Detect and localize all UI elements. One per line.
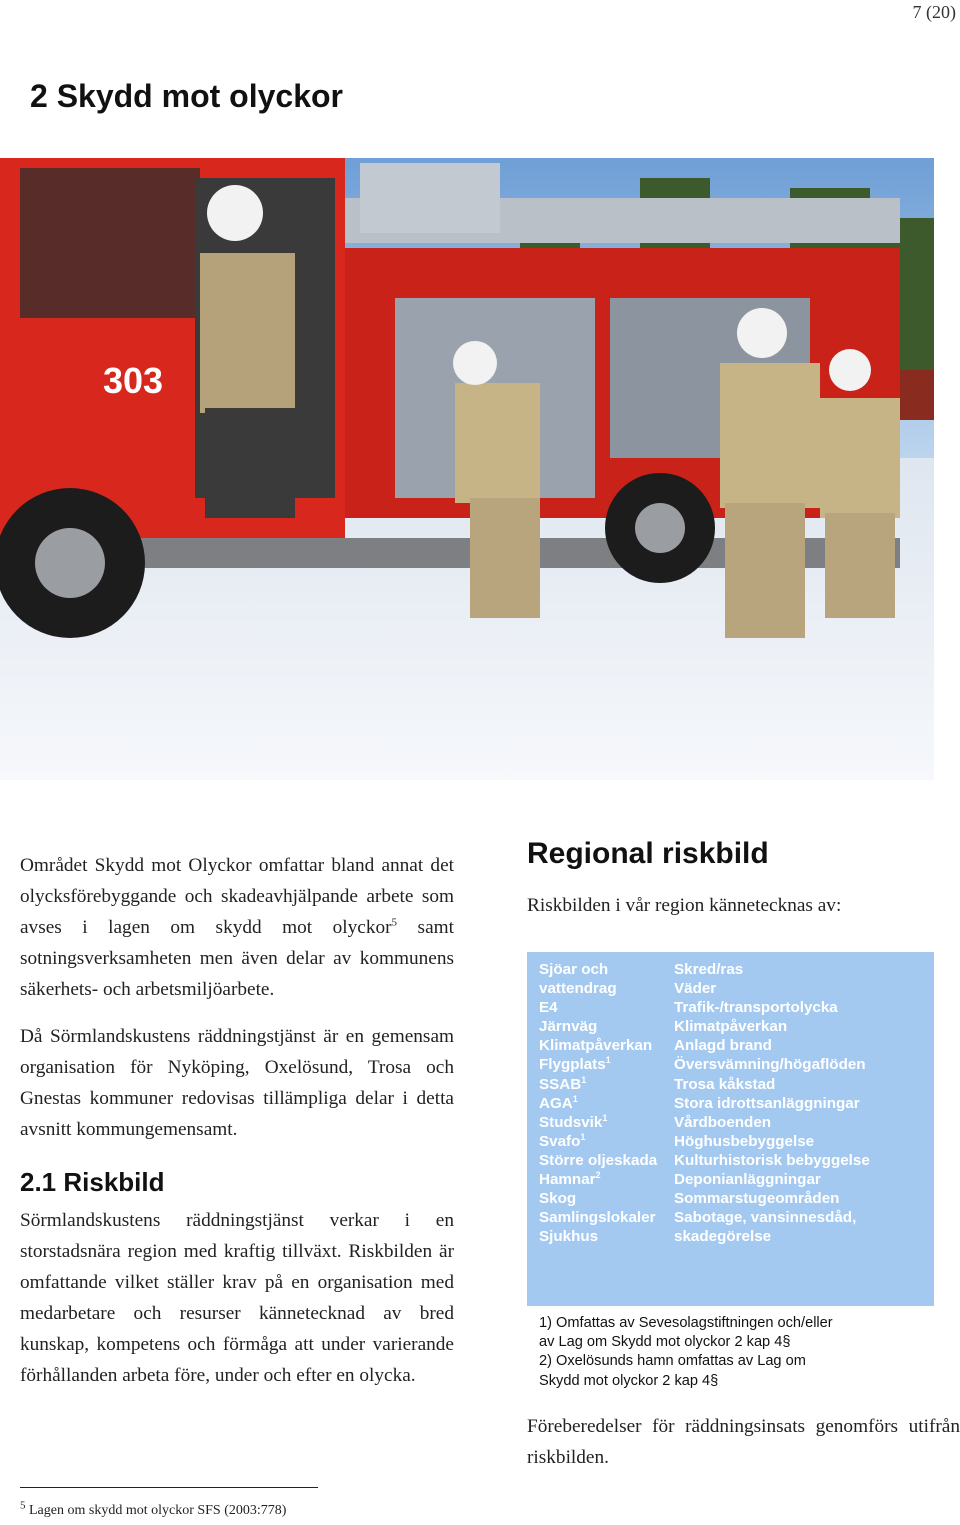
risk-item: Höghusbebyggelse — [674, 1132, 815, 1150]
risk-item: Deponianläggningar — [674, 1171, 821, 1189]
risk-item: Samlingslokaler — [539, 1209, 656, 1227]
truck-number: 303 — [103, 360, 164, 401]
risk-item: AGA$^1$ — [539, 1093, 578, 1112]
firefighters-photo — [0, 158, 934, 780]
risk-item: Sjukhus — [539, 1228, 599, 1246]
footnote-divider — [20, 1487, 318, 1488]
risk-item: vattendrag — [539, 980, 617, 998]
footnote: $^5$ Lagen om skydd mot olyckor SFS (2003:778) — [20, 1499, 287, 1518]
risk-item: Trosa kåkstad — [674, 1075, 776, 1093]
note-line: av Lag om Skydd mot olyckor 2 kap 4§ — [539, 1334, 791, 1351]
risk-item: Anlagd brand — [674, 1037, 772, 1055]
risk-item: Kulturhistorisk bebyggelse — [674, 1151, 870, 1169]
risk-item: Skred/ras — [674, 961, 744, 978]
risk-item: Översvämning/högaflöden — [674, 1056, 866, 1074]
risk-item: E4 — [539, 999, 558, 1017]
risk-item: Trafik-/transportolycka — [674, 999, 838, 1017]
risk-list-left — [539, 960, 657, 1246]
footnote-ref: 5 — [391, 916, 398, 929]
risk-item: Skog — [539, 1190, 577, 1208]
page-number: 7 (20) — [912, 2, 956, 22]
closing-paragraph: Föreberedelser för räddningsinsats genomförs utifrån riskbilden. — [527, 1416, 960, 1468]
risk-list-right — [674, 960, 870, 1246]
chapter-title: 2 Skydd mot olyckor — [30, 78, 343, 114]
risk-item: Stora idrottsanläggningar — [674, 1094, 860, 1112]
risk-item: Sabotage, vansinnesdåd, — [674, 1209, 857, 1227]
risk-box — [527, 952, 934, 1306]
risk-notes — [539, 1314, 919, 1391]
right-column — [527, 835, 960, 917]
intro-paragraph: Området Skydd mot Olyckor omfattar bland annat det olycksförebyggande och skadeavhjälpande arbete som avses i lagen om skydd mot olyckor$^5$ samt sotningsverksamheten men även delar av kommunens säkerhets- och arbetsmiljöarbete. — [20, 855, 454, 1000]
note-line: Skydd mot olyckor 2 kap 4§ — [539, 1372, 719, 1389]
riskbild-paragraph: Sörmlandskustens räddningstjänst verkar i en storstadsnära region med kraftig tillväxt. Riskbilden är omfattande vilket ställer krav på en organisation med medarbetare och resurser kännetecknad av bred kunskap, kompetens och förmåga att under varierande förhållanden arbeta före, under och efter en olycka. — [20, 1210, 454, 1386]
note-line: 2) Oxelösunds hamn omfattas av Lag om — [539, 1353, 806, 1370]
risk-item: Svafo$^1$ — [539, 1131, 586, 1150]
risk-item: Klimatpåverkan — [674, 1018, 788, 1036]
risk-item: Flygplats$^1$ — [539, 1055, 611, 1074]
risk-item: Järnväg — [539, 1018, 598, 1036]
risk-item: Klimatpåverkan — [539, 1037, 653, 1055]
regional-title: Regional riskbild — [527, 837, 769, 870]
left-column — [20, 850, 454, 1391]
risk-item: Sommarstugeområden — [674, 1190, 840, 1208]
risk-item: Vårdboenden — [674, 1113, 772, 1131]
risk-item: Större oljeskada — [539, 1151, 658, 1169]
regional-subtitle: Riskbilden i vår region kännetecknas av: — [527, 895, 842, 916]
risk-item: Sjöar och — [539, 961, 609, 978]
risk-item: Väder — [674, 980, 717, 998]
note-line: 1) Omfattas av Sevesolagstiftningen och/eller — [539, 1315, 833, 1331]
risk-item: Hamnar$^2$ — [539, 1169, 601, 1189]
risk-item: skadegörelse — [674, 1228, 772, 1246]
section-heading: 2.1 Riskbild — [20, 1167, 165, 1197]
risk-item: SSAB$^1$ — [539, 1074, 587, 1093]
organisation-paragraph: Då Sörmlandskustens räddningstjänst är en gemensam organisation för Nyköping, Oxelösund, Trosa och Gnestas kommuner redovisas tillämpliga delar i detta avsnitt kommungemensamt. — [20, 1026, 454, 1140]
risk-item: Studsvik$^1$ — [539, 1112, 608, 1131]
